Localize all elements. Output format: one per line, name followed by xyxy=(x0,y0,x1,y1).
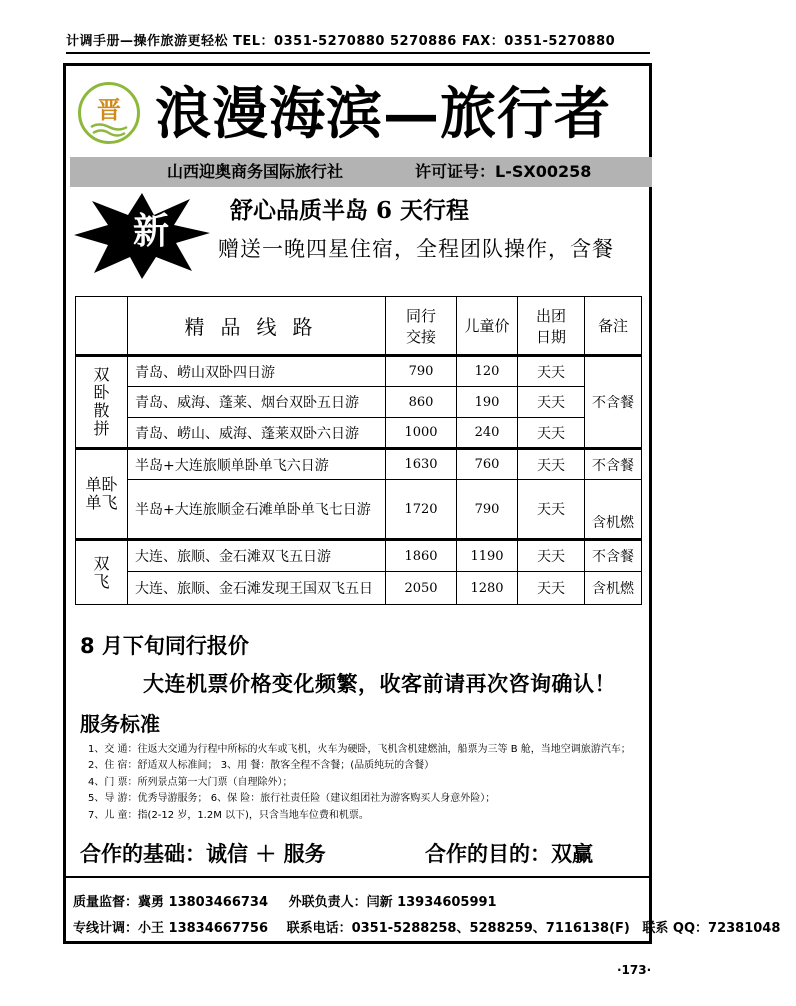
price-cell: 2050 xyxy=(386,572,457,605)
route-cell: 半岛+大连旅顺金石滩单卧单飞七日游 xyxy=(128,480,386,540)
price-cell: 790 xyxy=(386,356,457,387)
footer-divider xyxy=(66,876,652,878)
logo-waves-icon xyxy=(89,121,129,137)
table-row xyxy=(76,572,642,605)
main-title: 浪漫海滨—旅行者 xyxy=(155,81,611,147)
footer-qq: 联系 QQ：72381048 xyxy=(642,921,781,936)
service-item: 7、儿 童：指(2-12 岁，1.2M 以下)，只含当地车位费和机票。 xyxy=(88,809,369,821)
service-item: 2、住 宿：舒适双人标准间； 3、用 餐：散客全程不含餐；(品质纯玩的含餐） xyxy=(88,760,435,772)
agency-name: 山西迎奥商务国际旅行社 xyxy=(167,162,344,181)
header-peer-price-label: 同行交接 xyxy=(405,306,436,346)
route-cell: 大连、旅顺、金石滩双飞五日游 xyxy=(128,540,386,572)
product-tagline: 赠送一晚四星住宿，全程团队操作，含餐 xyxy=(218,237,614,261)
route-cell: 青岛、崂山双卧四日游 xyxy=(128,356,386,387)
price-cell: 1000 xyxy=(386,418,457,449)
departure-cell: 天天 xyxy=(518,572,585,605)
group-label-double-sleeper xyxy=(76,356,128,449)
child-price-cell: 1190 xyxy=(457,540,518,572)
header-child-price: 儿童价 xyxy=(457,297,518,356)
motto xyxy=(80,838,645,868)
service-title: 服务标准 xyxy=(80,712,160,736)
footer-planner: 专线计调：小王 13834667756 xyxy=(73,921,269,936)
footer-phones: 联系电话：0351-5288258、5288259、7116138(F) xyxy=(286,921,630,936)
departure-cell: 天天 xyxy=(518,418,585,449)
group-label-text: 双飞 xyxy=(93,553,110,591)
child-price-cell: 1280 xyxy=(457,572,518,605)
footer-line-1 xyxy=(73,891,513,910)
departure-cell: 天天 xyxy=(518,480,585,540)
logo-icon xyxy=(78,82,140,144)
header-peer-price xyxy=(386,297,457,356)
header-contact-line: 计调手册—操作旅游更轻松 TEL：0351-5270880 5270886 FAX：0351-5270880 xyxy=(66,32,650,54)
table-row xyxy=(76,418,642,449)
service-item: 5、导 游：优秀导游服务； 6、保 险：旅行社责任险（建议组团社为游客购买人身意外险）； xyxy=(88,793,496,805)
service-list xyxy=(88,742,638,824)
note-cell: 不含餐 xyxy=(585,449,642,480)
new-badge: 新 xyxy=(132,210,169,252)
route-cell: 半岛+大连旅顺单卧单飞六日游 xyxy=(128,449,386,480)
group-label-double-flight xyxy=(76,540,128,605)
agency-bar xyxy=(70,157,652,187)
price-cell: 860 xyxy=(386,387,457,418)
table-row xyxy=(76,449,642,480)
quote-title: 8 月下旬同行报价 xyxy=(80,634,249,658)
child-price-cell: 760 xyxy=(457,449,518,480)
route-cell: 青岛、崂山、威海、蓬莱双卧六日游 xyxy=(128,418,386,449)
departure-cell: 天天 xyxy=(518,387,585,418)
page-number: ·173· xyxy=(617,963,652,977)
footer-supervisor: 质量监督：冀勇 13803466734 xyxy=(73,895,269,910)
price-notice: 大连机票价格变化频繁，收客前请再次咨询确认！ xyxy=(143,671,616,696)
motto-right: 合作的目的：双赢 xyxy=(425,841,593,866)
group-label-text: 双卧散拼 xyxy=(93,365,110,438)
group-label-single-sleeper xyxy=(76,449,128,540)
departure-cell: 天天 xyxy=(518,449,585,480)
table-row xyxy=(76,387,642,418)
service-item: 1、交 通：往返大交通为行程中所标的火车或飞机，火车为硬卧，飞机含机建燃油，船票为三等 B 舱，当地空调旅游汽车； xyxy=(88,744,631,755)
table-row xyxy=(76,480,642,540)
table-row xyxy=(76,540,642,572)
footer-line-2 xyxy=(73,917,796,936)
child-price-cell: 190 xyxy=(457,387,518,418)
header-notes: 备注 xyxy=(585,297,642,356)
child-price-cell: 240 xyxy=(457,418,518,449)
price-table xyxy=(75,296,642,605)
motto-left: 合作的基础：诚信 ＋ 服务 xyxy=(80,841,326,866)
price-cell: 1720 xyxy=(386,480,457,540)
note-cell: 含机燃 xyxy=(585,572,642,605)
route-cell: 大连、旅顺、金石滩发现王国双飞五日 xyxy=(128,572,386,605)
footer-liaison: 外联负责人：闫新 13934605991 xyxy=(288,895,497,910)
note-cell: 不含餐 xyxy=(585,540,642,572)
price-cell: 1860 xyxy=(386,540,457,572)
logo-char: 晋 xyxy=(97,96,121,124)
route-cell: 青岛、威海、蓬莱、烟台双卧五日游 xyxy=(128,387,386,418)
table-row xyxy=(76,356,642,387)
note-cell: 不含餐 xyxy=(585,356,642,449)
child-price-cell: 120 xyxy=(457,356,518,387)
departure-cell: 天天 xyxy=(518,356,585,387)
table-header-row xyxy=(76,297,642,356)
note-cell: 含机燃 xyxy=(585,480,642,540)
service-item: 4、门 票：所列景点第一大门票（自理除外）； xyxy=(88,776,293,788)
header-group-cell xyxy=(76,297,128,356)
header-route: 精品线路 xyxy=(128,297,386,356)
departure-cell: 天天 xyxy=(518,540,585,572)
header-departure-label: 出团日期 xyxy=(535,306,566,346)
header-departure xyxy=(518,297,585,356)
child-price-cell: 790 xyxy=(457,480,518,540)
product-subtitle: 舒心品质半岛 6 天行程 xyxy=(230,197,470,224)
group-label-text: 单卧单飞 xyxy=(85,475,118,512)
price-cell: 1630 xyxy=(386,449,457,480)
agency-license: 许可证号：L-SX00258 xyxy=(415,162,592,181)
